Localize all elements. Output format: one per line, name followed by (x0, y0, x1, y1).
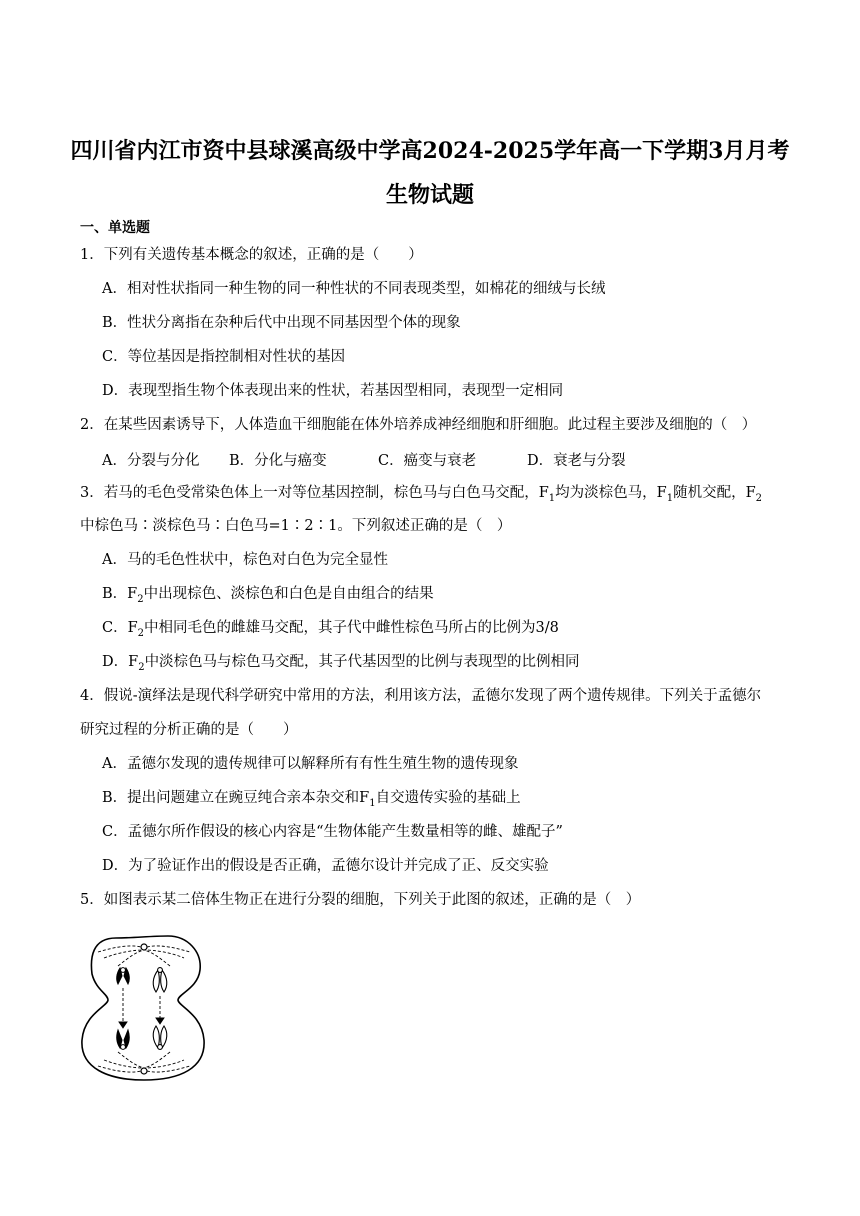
exam-title-line1: 四川省内江市资中县球溪高级中学高2024-2025学年高一下学期3月月考 (70, 138, 790, 164)
top-centrosome (141, 944, 147, 950)
question-2-stem: 2．在某些因素诱导下，人体造血干细胞能在体外培养成神经细胞和肝细胞。此过程主要涉及细胞的（ ） (80, 417, 757, 433)
question-1-option-c: C．等位基因是指控制相对性状的基因 (102, 349, 346, 365)
question-1-option-a: A．相对性状指同一种生物的同一种性状的不同表现类型，如棉花的细绒与长绒 (102, 281, 606, 297)
question-1-stem: 1．下列有关遗传基本概念的叙述，正确的是（ ） (80, 247, 423, 263)
question-2-option-d: D．衰老与分裂 (527, 453, 626, 469)
cell-membrane (82, 936, 204, 1080)
question-2-option-a: A．分裂与分化 (102, 453, 200, 469)
question-4-option-a: A．孟德尔发现的遗传规律可以解释所有有性生殖生物的遗传现象 (102, 756, 519, 772)
question-2-option-c: C．癌变与衰老 (378, 453, 477, 469)
right-chromosome-bottom (153, 1026, 167, 1049)
right-chromosome-top (153, 968, 167, 992)
question-1-option-b: B．性状分离指在杂种后代中出现不同基因型个体的现象 (102, 315, 461, 331)
question-3-stem-line1: 3．若马的毛色受常染色体上一对等位基因控制，棕色马与白色马交配，$F_1$均为淡棕色马，$F_1$随机交配，$F_2$ (80, 485, 763, 504)
question-3-option-b: B．$F_2$中出现棕色、淡棕色和白色是自由组合的结果 (102, 586, 434, 605)
cell-division-figure (78, 928, 210, 1086)
question-3-option-c: C．$F_2$中相同毛色的雌雄马交配，其子代中雌性棕色马所占的比例为3/8 (102, 620, 559, 639)
question-4-stem-line1: 4．假说-演绎法是现代科学研究中常用的方法，利用该方法，孟德尔发现了两个遗传规律。下列关于孟德尔 (80, 688, 762, 704)
left-chromosome-top (117, 968, 130, 984)
question-3-option-a: A．马的毛色性状中，棕色对白色为完全显性 (102, 552, 388, 568)
question-3-option-d: D．$F_2$中淡棕色马与棕色马交配，其子代基因型的比例与表现型的比例相同 (102, 654, 580, 673)
question-4-option-c: C．孟德尔所作假设的核心内容是“生物体能产生数量相等的雌、雄配子” (102, 824, 563, 840)
bottom-centrosome (141, 1068, 147, 1074)
question-5-stem: 5．如图表示某二倍体生物正在进行分裂的细胞，下列关于此图的叙述，正确的是（ ） (80, 892, 641, 908)
chromosome-movement-arrows (119, 988, 164, 1028)
question-2-option-b: B．分化与癌变 (229, 453, 327, 469)
question-4-stem-line2: 研究过程的分析正确的是（ ） (80, 722, 298, 738)
section-heading: 一、单选题 (80, 220, 150, 236)
exam-title-line2: 生物试题 (385, 182, 474, 208)
left-chromosome-bottom (117, 1030, 130, 1049)
question-3-stem-line2: 中棕色马∶淡棕色马∶白色马=1∶2∶1。下列叙述正确的是（ ） (80, 518, 512, 534)
question-4-option-b: B．提出问题建立在豌豆纯合亲本杂交和$F_1$自交遗传实验的基础上 (102, 790, 521, 809)
question-4-option-d: D．为了验证作出的假设是否正确，孟德尔设计并完成了正、反交实验 (102, 858, 549, 874)
question-1-option-d: D．表现型指生物个体表现出来的性状，若基因型相同，表现型一定相同 (102, 383, 564, 399)
